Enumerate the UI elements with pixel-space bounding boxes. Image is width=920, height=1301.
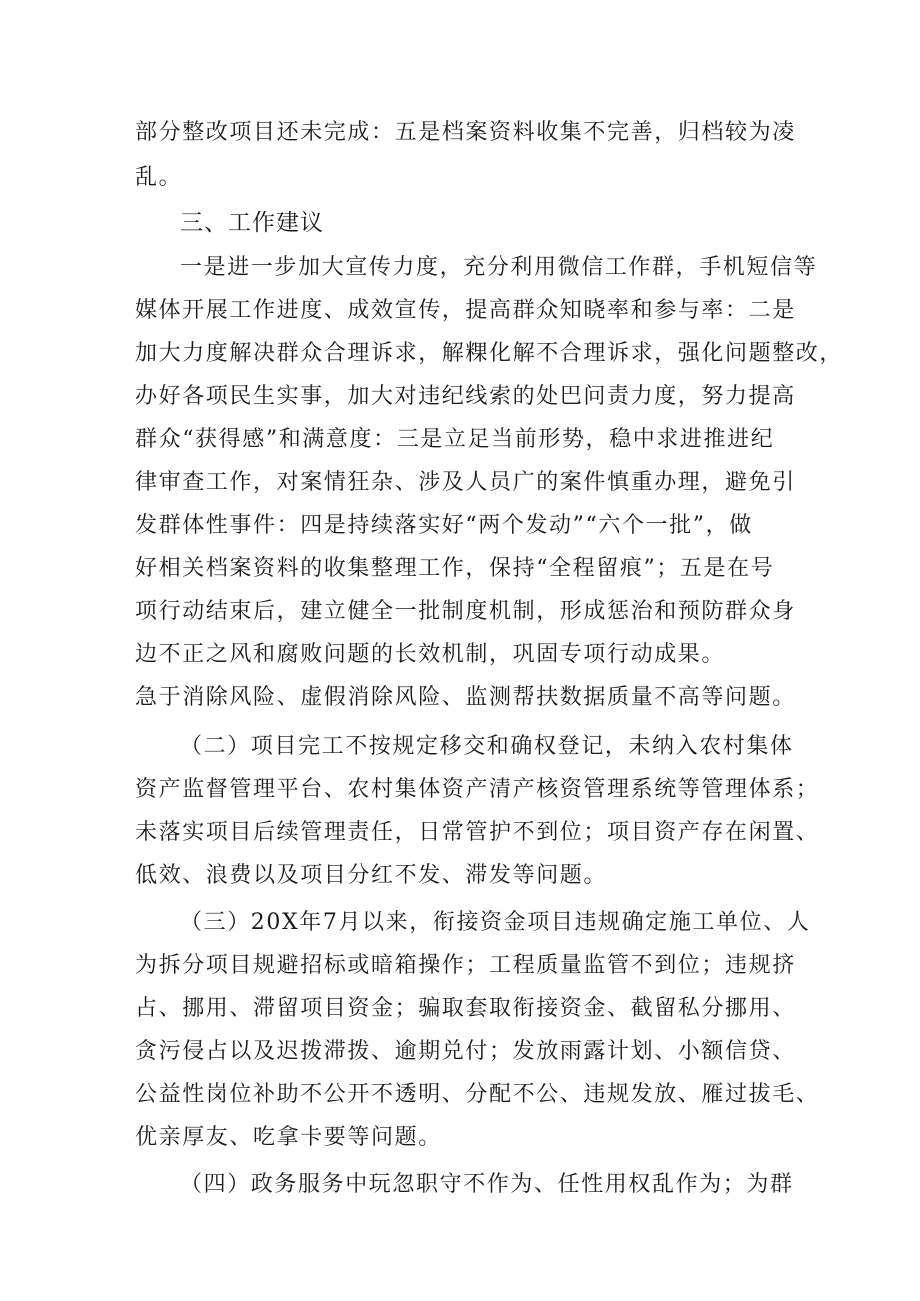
text-line: 为拆分项目规避招标或暗箱操作；工程质量监管不到位；违规挤 bbox=[135, 953, 796, 978]
text-line: （二）项目完工不按规定移交和确权登记，未纳入农村集体 bbox=[180, 734, 794, 759]
text-line: 未落实项目后续管理责任，日常管护不到位；项目资产存在闲置、 bbox=[135, 820, 820, 845]
text-line: 办好各项民生实事，加大对违纪线索的处巴问责力度，努力提高 bbox=[135, 384, 796, 409]
text-line: 群众“获得感”和满意度：三是立足当前形势，稳中求进推进纪 bbox=[135, 427, 775, 452]
text-line: 项行动结束后，建立健全一批制度机制，形成惩治和预防群众身 bbox=[135, 599, 796, 624]
text-line: 优亲厚友、吃拿卡要等问题。 bbox=[135, 1125, 442, 1150]
text-line: 好相关档案资料的收集整理工作，保持“全程留痕”；五是在号 bbox=[135, 556, 775, 581]
section-heading: 三、工作建议 bbox=[180, 210, 324, 236]
text-line: 律审查工作，对案情狂杂、涉及人员广的案件慎重办理，避免引 bbox=[135, 470, 796, 495]
text-line: （三）20X年7月以来，衔接资金项目违规确定施工单位、人 bbox=[180, 910, 811, 935]
text-line: 发群体性事件：四是持续落实好“两个发动”“六个一批”，做 bbox=[135, 513, 753, 538]
text-line: 加大力度解决群众合理诉求，解粿化解不合理诉求，强化问题整改， bbox=[135, 341, 844, 366]
text-line: 公益性岗位补助不公开不透明、分配不公、违规发放、雁过拔毛、 bbox=[135, 1082, 820, 1107]
text-line: 急于消除风险、虚假消除风险、监测帮扶数据质量不高等问题。 bbox=[135, 685, 796, 710]
text-line: 低效、浪费以及项目分红不发、滞发等问题。 bbox=[135, 863, 608, 888]
text-line: 乱。 bbox=[135, 165, 183, 190]
text-line: 占、挪用、滞留项目资金；骗取套取衔接资金、截留私分挪用、 bbox=[135, 996, 796, 1021]
text-line: 资产监督管理平台、农村集体资产清产核资管理系统等管理体系； bbox=[135, 777, 820, 802]
text-line: （四）政务服务中玩忽职守不作为、任性用权乱作为；为群 bbox=[180, 1172, 794, 1197]
text-line: 一是进一步加大宣传力度，充分利用微信工作群，手机短信等 bbox=[180, 255, 818, 280]
text-line: 媒体开展工作进度、成效宣传，提高群众知晓率和参与率：二是 bbox=[135, 298, 796, 323]
text-line: 边不正之风和腐败问题的长效机制，巩固专项行动成果。 bbox=[135, 642, 726, 667]
text-line: 部分整改项目还未完成：五是档案资料收集不完善，归档较为凌 bbox=[135, 120, 796, 145]
text-line: 贪污侵占以及迟拨滞拨、逾期兑付；发放雨露计划、小额信贷、 bbox=[135, 1039, 796, 1064]
